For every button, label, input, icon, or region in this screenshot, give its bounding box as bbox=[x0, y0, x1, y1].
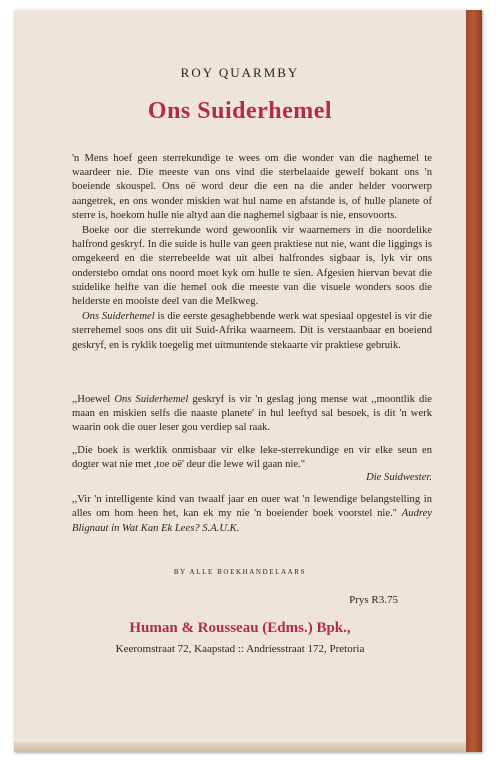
publisher-name: Human & Rousseau (Edms.) Bpk., bbox=[129, 620, 351, 636]
quote-2-text: ,,Die boek is werklik onmisbaar vir elke leke-sterrekundige en vir elke seun en dogter wat nie met ,toe oë' deur die lewe wil gaan nie." bbox=[72, 444, 432, 470]
blurb-paragraph-3 bbox=[72, 310, 432, 353]
blurb-paragraph-2: Boeke oor die sterrekunde word gewoonlik vir waarnemers in die noordelike halfrond geskryf. In die suide is hulle van geen praktiese nut nie, want die liggings is omgekeerd en die sterrebeelde wat uit albei halfrondes sigbaar is, lyk vir ons onderstebo omdat ons noord moet kyk om hulle te sien. Afgesien hiervan bevat die suidelike helfte van die hemel ook die meeste van die visuele wonders soos die helderste en moolste deel van die Melkweg. bbox=[72, 225, 432, 308]
book-title: Ons Suiderhemel bbox=[147, 98, 333, 124]
price-label: Prys R3.75 bbox=[349, 594, 398, 606]
quote-1-title: Ons Suiderhemel bbox=[114, 394, 189, 405]
blurb-paragraph-3-text: is die eerste gesaghebbende werk wat spesiaal opgestel is vir die sterrehemel soos ons dit uit Suid-Afrika waarneem. Dit is verstaanbaar en boeiend geskryf, en is ryklik toegelig met uitmuntende stekaarte vir praktiese gebruik. bbox=[72, 311, 432, 351]
quote-1-before: ,,Hoewel bbox=[72, 394, 115, 405]
blurb-paragraph-1: 'n Mens hoef geen sterrekundige te wees om die wonder van die naghemel te waardeer nie. Die meeste van ons vind die sterbelaaide gewelf bokant ons 'n boeiende skouspel. Ons oë word deur die een na die ander helder voorwerp aangetrek, en ons wonder miskien wat hul name en afstande is, of hulle planete of sterre is, hoekom hulle nie altyd aan die naghemel sigbaar is nie, ensovoorts. bbox=[72, 153, 432, 221]
quote-3-text: ,,Vir 'n intelligente kind van twaalf jaar en ouer wat 'n lewendige belangstelling in alles om hom heen het, kan ek my nie 'n boeiender boek voorstel nie." bbox=[72, 494, 432, 520]
review-quote-3 bbox=[72, 493, 432, 536]
quote-2-attribution: Die Suidwester. bbox=[366, 472, 432, 484]
review-quote-1 bbox=[72, 393, 432, 436]
quote-3-attribution: Audrey Blignaut in Wat Kan Ek Lees? S.A.U.K. bbox=[72, 508, 432, 534]
book-spine bbox=[466, 10, 482, 752]
blurb bbox=[72, 152, 432, 354]
review-quote-2 bbox=[72, 444, 432, 486]
author-name: ROY QUARMBY bbox=[180, 65, 300, 80]
cover-page bbox=[14, 10, 467, 752]
blurb-title-italic: Ons Suiderhemel bbox=[82, 311, 155, 323]
review-quotes bbox=[72, 393, 432, 544]
publisher-address: Keeromstraat 72, Kaapstad :: Andriesstraat 172, Pretoria bbox=[115, 643, 365, 655]
sellers-note: BY ALLE BOEKHANDELAARS bbox=[173, 568, 307, 576]
quote-1-after: geskryf is vir 'n geslag jong mense wat ,,moontlik die maan en miskien selfs die naaste planete' in hul leeftyd sal besoek, is dit 'n werk waarin ook die ouer leser gou verdiep sal raak. bbox=[72, 394, 432, 434]
book-back-cover bbox=[14, 10, 482, 752]
page-edge bbox=[14, 742, 466, 752]
